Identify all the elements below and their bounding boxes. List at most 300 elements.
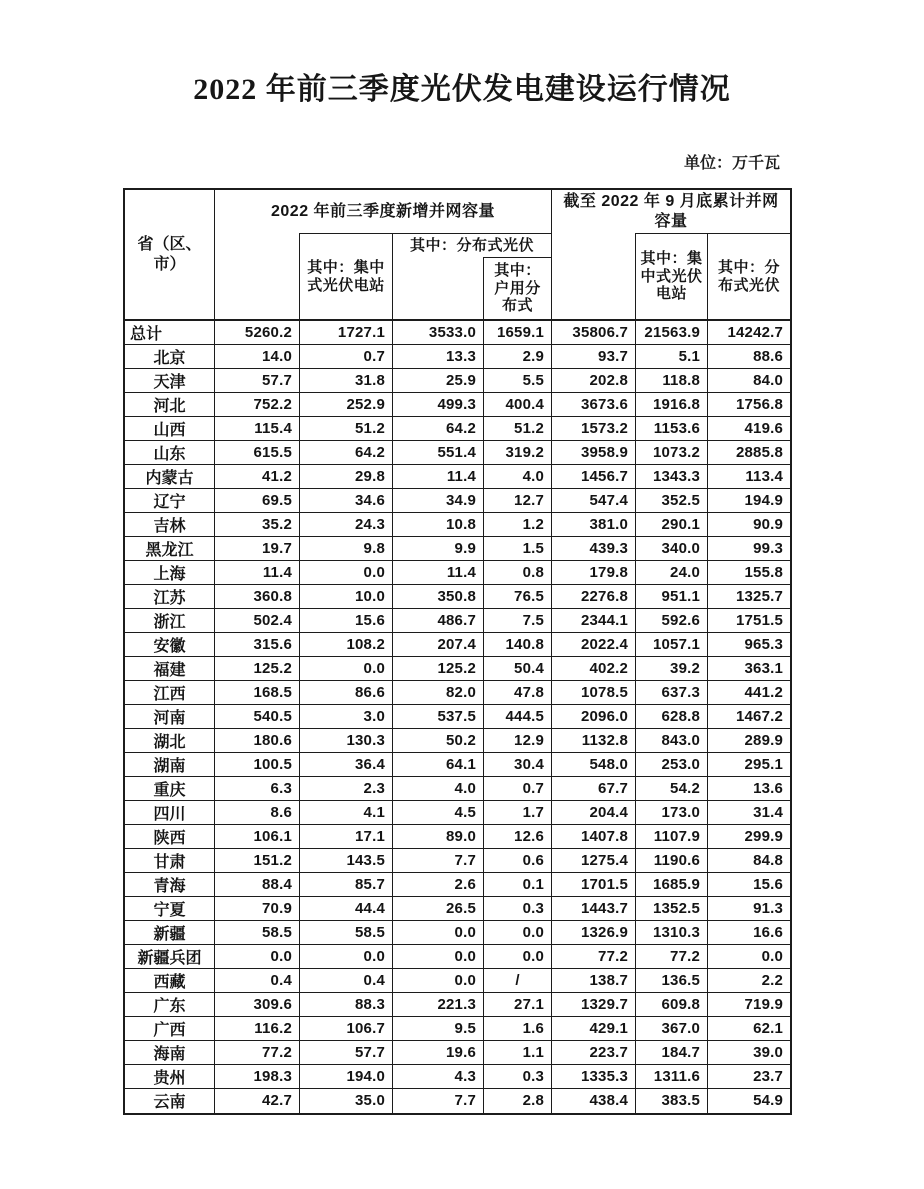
value-cell: 89.0 <box>393 825 484 849</box>
province-cell: 河北 <box>125 393 215 417</box>
page-title: 2022 年前三季度光伏发电建设运行情况 <box>193 73 731 106</box>
province-cell: 陕西 <box>125 825 215 849</box>
table-row <box>125 537 790 561</box>
value-cell: 204.4 <box>552 801 636 825</box>
value-cell: 2276.8 <box>552 585 636 609</box>
province-cell: 江西 <box>125 681 215 705</box>
value-cell: 70.9 <box>215 897 300 921</box>
value-cell: 7.7 <box>393 849 484 873</box>
value-cell: 319.2 <box>484 441 552 465</box>
value-cell: 1329.7 <box>552 993 636 1017</box>
table-row <box>125 489 790 513</box>
value-cell: 64.2 <box>300 441 393 465</box>
value-cell: 155.8 <box>708 561 790 585</box>
value-cell: 0.4 <box>215 969 300 993</box>
value-cell: 2344.1 <box>552 609 636 633</box>
value-cell: 5.5 <box>484 369 552 393</box>
province-cell: 湖南 <box>125 753 215 777</box>
table-row <box>125 945 790 969</box>
header-cum-total-spacer <box>552 233 636 321</box>
table-row <box>125 417 790 441</box>
value-cell: 54.2 <box>636 777 708 801</box>
value-cell: 26.5 <box>393 897 484 921</box>
table-row <box>125 729 790 753</box>
table-row <box>125 969 790 993</box>
value-cell: 1685.9 <box>636 873 708 897</box>
value-cell: 58.5 <box>215 921 300 945</box>
table-row <box>125 1041 790 1065</box>
value-cell: 843.0 <box>636 729 708 753</box>
value-cell: 592.6 <box>636 609 708 633</box>
value-cell: 350.8 <box>393 585 484 609</box>
value-cell: 64.1 <box>393 753 484 777</box>
value-cell: 295.1 <box>708 753 790 777</box>
value-cell: 499.3 <box>393 393 484 417</box>
value-cell: 11.4 <box>215 561 300 585</box>
value-cell: 0.0 <box>300 657 393 681</box>
value-cell: 381.0 <box>552 513 636 537</box>
value-cell: 9.8 <box>300 537 393 561</box>
value-cell: 57.7 <box>215 369 300 393</box>
value-cell: 2.3 <box>300 777 393 801</box>
value-cell: 7.5 <box>484 609 552 633</box>
value-cell: 309.6 <box>215 993 300 1017</box>
value-cell: 118.8 <box>636 369 708 393</box>
value-cell: 1326.9 <box>552 921 636 945</box>
table-row <box>125 921 790 945</box>
value-cell: 0.7 <box>484 777 552 801</box>
value-cell: 1107.9 <box>636 825 708 849</box>
value-cell: 1078.5 <box>552 681 636 705</box>
value-cell: 1.2 <box>484 513 552 537</box>
province-cell: 江苏 <box>125 585 215 609</box>
table-row <box>125 465 790 489</box>
value-cell: 4.5 <box>393 801 484 825</box>
value-cell: 1456.7 <box>552 465 636 489</box>
value-cell: 502.4 <box>215 609 300 633</box>
value-cell: 57.7 <box>300 1041 393 1065</box>
table-row <box>125 873 790 897</box>
value-cell: 21563.9 <box>636 321 708 345</box>
table-header <box>125 190 790 321</box>
value-cell: 1701.5 <box>552 873 636 897</box>
value-cell: 0.0 <box>708 945 790 969</box>
table-row <box>125 441 790 465</box>
value-cell: 367.0 <box>636 1017 708 1041</box>
province-cell: 新疆 <box>125 921 215 945</box>
value-cell: 86.6 <box>300 681 393 705</box>
value-cell: 13.3 <box>393 345 484 369</box>
value-cell: 0.3 <box>484 1065 552 1089</box>
header-province: 省（区、市） <box>125 190 215 321</box>
value-cell: 17.1 <box>300 825 393 849</box>
value-cell: 50.2 <box>393 729 484 753</box>
value-cell: 1352.5 <box>636 897 708 921</box>
value-cell: 10.0 <box>300 585 393 609</box>
value-cell: 0.8 <box>484 561 552 585</box>
table-row <box>125 513 790 537</box>
value-cell: 363.1 <box>708 657 790 681</box>
value-cell: 7.7 <box>393 1089 484 1113</box>
value-cell: 0.4 <box>300 969 393 993</box>
value-cell: 27.1 <box>484 993 552 1017</box>
value-cell: 0.0 <box>300 561 393 585</box>
value-cell: 90.9 <box>708 513 790 537</box>
value-cell: 609.8 <box>636 993 708 1017</box>
table-row <box>125 777 790 801</box>
province-cell: 黑龙江 <box>125 537 215 561</box>
header-group-cumulative-capacity: 截至 2022 年 9 月底累计并网容量 <box>563 193 779 230</box>
value-cell: 0.3 <box>484 897 552 921</box>
value-cell: 4.0 <box>393 777 484 801</box>
table-body <box>125 321 790 1113</box>
province-cell: 河南 <box>125 705 215 729</box>
value-cell: 752.2 <box>215 393 300 417</box>
value-cell: 5260.2 <box>215 321 300 345</box>
value-cell: 35806.7 <box>552 321 636 345</box>
value-cell: 115.4 <box>215 417 300 441</box>
header-new-centralized: 其中：集中式光伏电站 <box>300 233 393 321</box>
value-cell: 439.3 <box>552 537 636 561</box>
value-cell: 402.2 <box>552 657 636 681</box>
value-cell: 35.2 <box>215 513 300 537</box>
value-cell: 1310.3 <box>636 921 708 945</box>
value-cell: 1.1 <box>484 1041 552 1065</box>
value-cell: 12.7 <box>484 489 552 513</box>
value-cell: 0.6 <box>484 849 552 873</box>
value-cell: 138.7 <box>552 969 636 993</box>
value-cell: 82.0 <box>393 681 484 705</box>
value-cell: 965.3 <box>708 633 790 657</box>
value-cell: 9.5 <box>393 1017 484 1041</box>
value-cell: 5.1 <box>636 345 708 369</box>
value-cell: 547.4 <box>552 489 636 513</box>
value-cell: 168.5 <box>215 681 300 705</box>
table-row <box>125 897 790 921</box>
value-cell: 289.9 <box>708 729 790 753</box>
value-cell: 35.0 <box>300 1089 393 1113</box>
value-cell: 2.9 <box>484 345 552 369</box>
value-cell: 24.3 <box>300 513 393 537</box>
document-body <box>123 150 788 1115</box>
value-cell: 1132.8 <box>552 729 636 753</box>
value-cell: 3673.6 <box>552 393 636 417</box>
value-cell: 207.4 <box>393 633 484 657</box>
value-cell: 30.4 <box>484 753 552 777</box>
value-cell: 77.2 <box>552 945 636 969</box>
value-cell: 615.5 <box>215 441 300 465</box>
value-cell: 1073.2 <box>636 441 708 465</box>
value-cell: 1751.5 <box>708 609 790 633</box>
value-cell: 340.0 <box>636 537 708 561</box>
header-new-distributed: 其中：分布式光伏 <box>393 233 552 257</box>
value-cell: 11.4 <box>393 561 484 585</box>
value-cell: 1325.7 <box>708 585 790 609</box>
value-cell: 69.5 <box>215 489 300 513</box>
province-cell: 贵州 <box>125 1065 215 1089</box>
value-cell: 85.7 <box>300 873 393 897</box>
value-cell: 2.8 <box>484 1089 552 1113</box>
table-row <box>125 633 790 657</box>
value-cell: 1.5 <box>484 537 552 561</box>
table-row <box>125 369 790 393</box>
header-cum-centralized: 其中：集中式光伏电站 <box>636 233 708 321</box>
value-cell: 253.0 <box>636 753 708 777</box>
value-cell: 1443.7 <box>552 897 636 921</box>
table-row <box>125 705 790 729</box>
value-cell: 14242.7 <box>708 321 790 345</box>
value-cell: 50.4 <box>484 657 552 681</box>
value-cell: 1916.8 <box>636 393 708 417</box>
value-cell: 2022.4 <box>552 633 636 657</box>
value-cell: 1190.6 <box>636 849 708 873</box>
value-cell: 4.1 <box>300 801 393 825</box>
province-cell: 辽宁 <box>125 489 215 513</box>
table-row <box>125 1065 790 1089</box>
table-row <box>125 825 790 849</box>
header-new-total-spacer <box>215 233 300 321</box>
value-cell: 537.5 <box>393 705 484 729</box>
value-cell: 16.6 <box>708 921 790 945</box>
value-cell: 1275.4 <box>552 849 636 873</box>
header-cum-distributed: 其中：分布式光伏 <box>708 233 790 321</box>
value-cell: 360.8 <box>215 585 300 609</box>
province-cell: 宁夏 <box>125 897 215 921</box>
province-cell: 天津 <box>125 369 215 393</box>
value-cell: 31.8 <box>300 369 393 393</box>
value-cell: 0.0 <box>393 969 484 993</box>
value-cell: 39.0 <box>708 1041 790 1065</box>
value-cell: 39.2 <box>636 657 708 681</box>
province-cell: 甘肃 <box>125 849 215 873</box>
pv-capacity-table <box>123 188 792 1115</box>
province-cell: 上海 <box>125 561 215 585</box>
value-cell: 4.0 <box>484 465 552 489</box>
value-cell: 31.4 <box>708 801 790 825</box>
value-cell: 1311.6 <box>636 1065 708 1089</box>
value-cell: 93.7 <box>552 345 636 369</box>
value-cell: 1659.1 <box>484 321 552 345</box>
value-cell: 2.6 <box>393 873 484 897</box>
value-cell: 12.6 <box>484 825 552 849</box>
value-cell: 1407.8 <box>552 825 636 849</box>
table-row-total <box>125 321 790 345</box>
value-cell: 202.8 <box>552 369 636 393</box>
value-cell: 315.6 <box>215 633 300 657</box>
value-cell: 64.2 <box>393 417 484 441</box>
province-cell: 青海 <box>125 873 215 897</box>
value-cell: 44.4 <box>300 897 393 921</box>
value-cell: 113.4 <box>708 465 790 489</box>
province-cell: 山东 <box>125 441 215 465</box>
value-cell: 12.9 <box>484 729 552 753</box>
value-cell: 76.5 <box>484 585 552 609</box>
province-cell: 重庆 <box>125 777 215 801</box>
table-row <box>125 345 790 369</box>
value-cell: 41.2 <box>215 465 300 489</box>
value-cell: 0.0 <box>300 945 393 969</box>
value-cell: 1756.8 <box>708 393 790 417</box>
value-cell: 438.4 <box>552 1089 636 1113</box>
value-cell: 67.7 <box>552 777 636 801</box>
value-cell: 194.9 <box>708 489 790 513</box>
value-cell: 19.6 <box>393 1041 484 1065</box>
value-cell: 51.2 <box>484 417 552 441</box>
value-cell: 136.5 <box>636 969 708 993</box>
value-cell: 180.6 <box>215 729 300 753</box>
value-cell: 51.2 <box>300 417 393 441</box>
value-cell: 0.7 <box>300 345 393 369</box>
table-row <box>125 849 790 873</box>
value-cell: 352.5 <box>636 489 708 513</box>
value-cell: 3533.0 <box>393 321 484 345</box>
value-cell: 25.9 <box>393 369 484 393</box>
value-cell: 1343.3 <box>636 465 708 489</box>
value-cell: / <box>484 969 552 993</box>
table-row <box>125 393 790 417</box>
value-cell: 140.8 <box>484 633 552 657</box>
province-cell: 总计 <box>125 321 215 345</box>
value-cell: 23.7 <box>708 1065 790 1089</box>
value-cell: 1335.3 <box>552 1065 636 1089</box>
header-household-spacer <box>393 257 484 321</box>
table-row <box>125 993 790 1017</box>
value-cell: 1.7 <box>484 801 552 825</box>
value-cell: 42.7 <box>215 1089 300 1113</box>
value-cell: 62.1 <box>708 1017 790 1041</box>
value-cell: 29.8 <box>300 465 393 489</box>
value-cell: 290.1 <box>636 513 708 537</box>
province-cell: 安徽 <box>125 633 215 657</box>
table-row <box>125 681 790 705</box>
province-cell: 湖北 <box>125 729 215 753</box>
table-row <box>125 753 790 777</box>
value-cell: 11.4 <box>393 465 484 489</box>
value-cell: 2885.8 <box>708 441 790 465</box>
value-cell: 0.0 <box>215 945 300 969</box>
province-cell: 福建 <box>125 657 215 681</box>
value-cell: 0.0 <box>393 945 484 969</box>
table-row <box>125 585 790 609</box>
value-cell: 14.0 <box>215 345 300 369</box>
value-cell: 2096.0 <box>552 705 636 729</box>
value-cell: 15.6 <box>300 609 393 633</box>
value-cell: 77.2 <box>636 945 708 969</box>
value-cell: 1727.1 <box>300 321 393 345</box>
value-cell: 10.8 <box>393 513 484 537</box>
province-cell: 浙江 <box>125 609 215 633</box>
value-cell: 58.5 <box>300 921 393 945</box>
value-cell: 130.3 <box>300 729 393 753</box>
value-cell: 125.2 <box>215 657 300 681</box>
province-cell: 云南 <box>125 1089 215 1113</box>
value-cell: 252.9 <box>300 393 393 417</box>
value-cell: 106.1 <box>215 825 300 849</box>
province-cell: 新疆兵团 <box>125 945 215 969</box>
value-cell: 383.5 <box>636 1089 708 1113</box>
value-cell: 551.4 <box>393 441 484 465</box>
value-cell: 1153.6 <box>636 417 708 441</box>
value-cell: 223.7 <box>552 1041 636 1065</box>
value-cell: 13.6 <box>708 777 790 801</box>
value-cell: 88.4 <box>215 873 300 897</box>
value-cell: 173.0 <box>636 801 708 825</box>
value-cell: 0.0 <box>484 945 552 969</box>
value-cell: 486.7 <box>393 609 484 633</box>
table-row <box>125 609 790 633</box>
value-cell: 0.0 <box>393 921 484 945</box>
value-cell: 719.9 <box>708 993 790 1017</box>
value-cell: 24.0 <box>636 561 708 585</box>
value-cell: 47.8 <box>484 681 552 705</box>
province-cell: 海南 <box>125 1041 215 1065</box>
value-cell: 100.5 <box>215 753 300 777</box>
value-cell: 36.4 <box>300 753 393 777</box>
value-cell: 116.2 <box>215 1017 300 1041</box>
table-row <box>125 1089 790 1113</box>
value-cell: 77.2 <box>215 1041 300 1065</box>
province-cell: 广西 <box>125 1017 215 1041</box>
value-cell: 84.8 <box>708 849 790 873</box>
value-cell: 637.3 <box>636 681 708 705</box>
value-cell: 125.2 <box>393 657 484 681</box>
value-cell: 34.6 <box>300 489 393 513</box>
value-cell: 143.5 <box>300 849 393 873</box>
province-cell: 吉林 <box>125 513 215 537</box>
value-cell: 108.2 <box>300 633 393 657</box>
value-cell: 9.9 <box>393 537 484 561</box>
value-cell: 4.3 <box>393 1065 484 1089</box>
unit-label: 单位：万千瓦 <box>683 155 780 172</box>
province-cell: 广东 <box>125 993 215 1017</box>
value-cell: 1573.2 <box>552 417 636 441</box>
value-cell: 184.7 <box>636 1041 708 1065</box>
value-cell: 1057.1 <box>636 633 708 657</box>
value-cell: 198.3 <box>215 1065 300 1089</box>
value-cell: 221.3 <box>393 993 484 1017</box>
value-cell: 951.1 <box>636 585 708 609</box>
value-cell: 548.0 <box>552 753 636 777</box>
table-row <box>125 561 790 585</box>
value-cell: 0.0 <box>484 921 552 945</box>
value-cell: 179.8 <box>552 561 636 585</box>
table-row <box>125 1017 790 1041</box>
value-cell: 99.3 <box>708 537 790 561</box>
value-cell: 0.1 <box>484 873 552 897</box>
value-cell: 19.7 <box>215 537 300 561</box>
value-cell: 84.0 <box>708 369 790 393</box>
table-row <box>125 657 790 681</box>
province-cell: 北京 <box>125 345 215 369</box>
header-group-new-capacity: 2022 年前三季度新增并网容量 <box>215 190 552 233</box>
value-cell: 540.5 <box>215 705 300 729</box>
value-cell: 54.9 <box>753 1092 784 1110</box>
value-cell: 1467.2 <box>708 705 790 729</box>
province-cell: 山西 <box>125 417 215 441</box>
value-cell: 628.8 <box>636 705 708 729</box>
value-cell: 3958.9 <box>552 441 636 465</box>
value-cell: 3.0 <box>300 705 393 729</box>
value-cell: 88.3 <box>300 993 393 1017</box>
value-cell: 91.3 <box>708 897 790 921</box>
value-cell: 444.5 <box>484 705 552 729</box>
value-cell: 34.9 <box>393 489 484 513</box>
province-cell: 西藏 <box>125 969 215 993</box>
value-cell: 1.6 <box>484 1017 552 1041</box>
value-cell: 15.6 <box>708 873 790 897</box>
province-cell: 内蒙古 <box>125 465 215 489</box>
value-cell: 2.2 <box>708 969 790 993</box>
